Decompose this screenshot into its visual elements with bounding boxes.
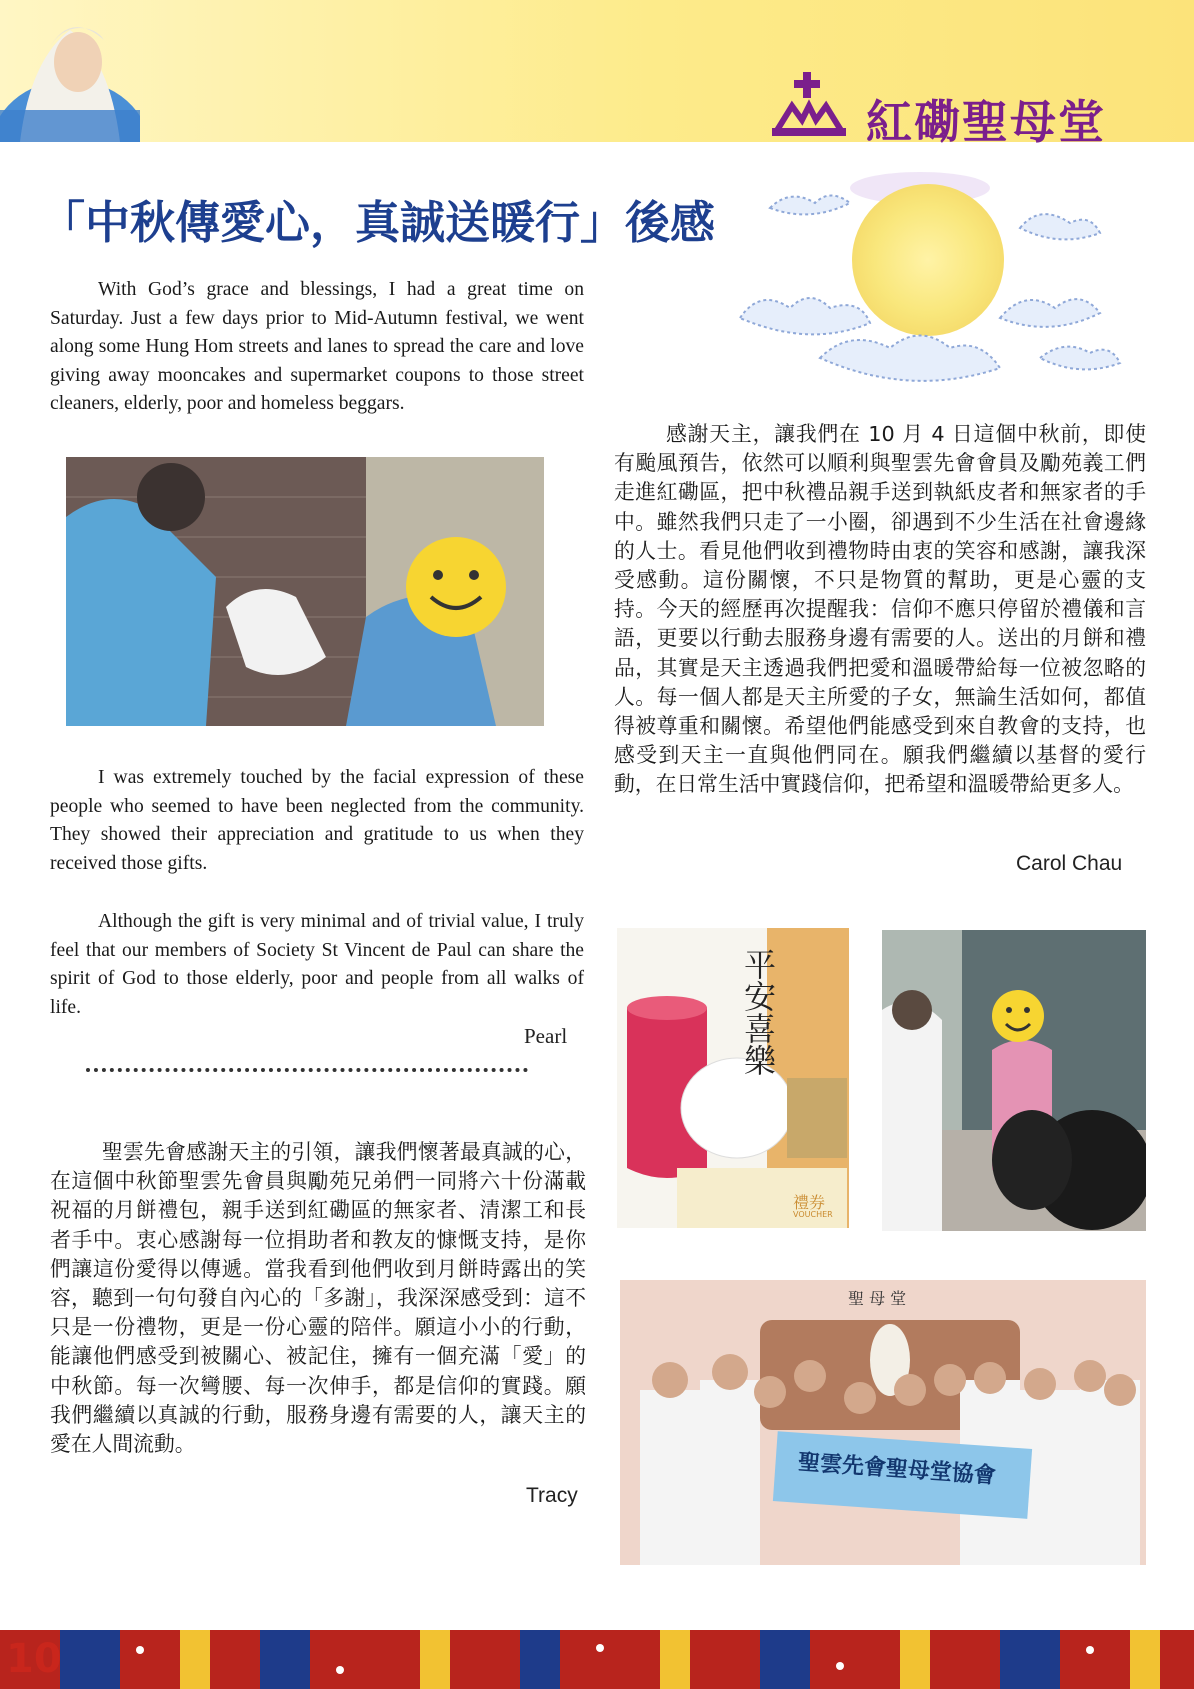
photo-street-giving (66, 457, 544, 726)
gift-bag-text: 平安喜樂 (739, 948, 777, 1076)
page-header (0, 0, 1194, 149)
banner-text: 聖雲先會聖母堂協會 (797, 1450, 997, 1489)
page-number: 10 (6, 1636, 62, 1682)
church-logo-icon (772, 72, 846, 136)
tracy-paragraph: 聖雲先會感謝天主的引領，讓我們懷著最真誠的心，在這個中秋節聖雲先會員與勵苑兄弟們一同將六十份滿載祝福的月餅禮包，親手送到紅磡區的無家者、清潔工和長者手中。衷心感謝每一位捐助者和教友的慷慨支持，是你們讓這份愛得以傳遞。當我看到他們收到月餅時露出的笑容，聽到一句句發自內心的「多謝」，我深深感受到：這不只是一份禮物，更是一份心靈的陪伴。願這小小的行動，能讓他們感受到被關心、被記住，擁有一個充滿「愛」的中秋節。每一次彎腰、每一次伸手，都是信仰的實踐。願我們繼續以真誠的行動，服務身邊有需要的人，讓天主的愛在人間流動。 (50, 1140, 586, 1457)
photo-gift-bag (617, 928, 849, 1228)
tracy-signature: Tracy (526, 1484, 578, 1507)
pearl-paragraph-1: With God’s grace and blessings, I had a great time on Saturday. Just a few days prior to Mid-Autumn festival, we went along some Hung Hom streets and lanes to spread the care and love giving away mooncakes and supermarket coupons to those street cleaners, elderly, poor and homeless beggars. (50, 279, 584, 415)
church-name: 紅磡聖母堂 (866, 95, 1106, 149)
voucher-en-text: VOUCHER (793, 1210, 833, 1219)
stained-glass-footer (0, 1630, 1194, 1689)
wall-sign-text: 聖 母 堂 (848, 1289, 907, 1308)
photo-storefront (882, 930, 1146, 1231)
pearl-signature: Pearl (524, 1024, 568, 1048)
section-divider (86, 1068, 528, 1074)
mid-autumn-moon-illustration (700, 168, 1146, 396)
virgin-mary-image (0, 0, 140, 142)
pearl-paragraph-3: Although the gift is very minimal and of trivial value, I truly feel that our members of Society St Vincent de Paul can share the spirit of God to those elderly, poor and people from all walks of life. (50, 911, 584, 1018)
article-title: 「中秋傳愛心，真誠送暖行」後感 (40, 196, 716, 249)
carol-paragraph: 感謝天主，讓我們在 10 月 4 日這個中秋前，即使有颱風預告，依然可以順利與聖雲先會會員及勵苑義工們走進紅磡區，把中秋禮品親手送到執紙皮者和無家者的手中。雖然我們只走了一小圈，卻遇到不少生活在社會邊緣的人士。看見他們收到禮物時由衷的笑容和感謝，讓我深受感動。這份關懷，不只是物質的幫助，更是心靈的支持。今天的經歷再次提醒我：信仰不應只停留於禮儀和言語，更要以行動去服務身邊有需要的人。送出的月餅和禮品，其實是天主透過我們把愛和溫暖帶給每一位被忽略的人。每一個人都是天主所愛的子女，無論生活如何，都值得被尊重和關懷。希望他們能感受到來自教會的支持，也感受到天主一直與他們同在。願我們繼續以基督的愛行動，在日常生活中實踐信仰，把希望和溫暖帶給更多人。 (614, 422, 1146, 797)
pearl-paragraph-2: I was extremely touched by the facial expression of these people who seemed to have been neglected from the community. They showed their appreciation and gratitude to us when they received those gifts. (50, 767, 584, 874)
voucher-text: 禮券 (793, 1193, 826, 1212)
photo-group-banner (620, 1280, 1146, 1565)
carol-signature: Carol Chau (1016, 852, 1123, 875)
